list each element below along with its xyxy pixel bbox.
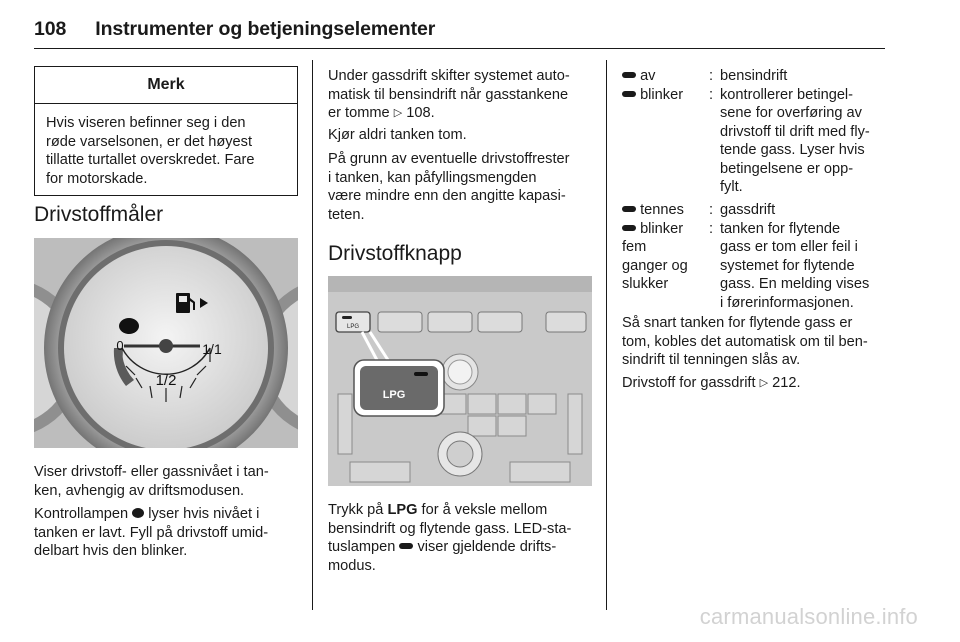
col2-paragraph-4 [328, 501, 592, 575]
column-divider-1 [312, 60, 313, 610]
fuel-warning-dot-icon [132, 508, 144, 518]
note-box [34, 66, 298, 196]
text-line [328, 538, 592, 557]
fuel-gauge-illustration [34, 238, 298, 448]
text-line: delbart hvis den blinker. [34, 543, 188, 559]
led-pill-icon [622, 72, 636, 78]
header-rule [34, 48, 885, 49]
led-pill-icon [622, 91, 636, 97]
text-line: tom, kobles det automatisk om til ben- [622, 333, 868, 350]
note-body [46, 114, 289, 188]
text-line [328, 501, 592, 520]
text-line: ganger og [622, 257, 688, 274]
led-status-term [622, 201, 710, 220]
page-reference-link[interactable]: 212. [772, 375, 801, 391]
note-line: for motorskade. [46, 170, 148, 187]
center-console-illustration [328, 276, 592, 486]
text-line: være mindre enn den angitte kapasi- [328, 188, 566, 204]
col2-paragraph-3 [328, 150, 592, 224]
text-line: i førerinformasjonen. [720, 294, 854, 311]
led-status-term [622, 220, 710, 294]
led-pill-icon [622, 225, 636, 231]
led-status-def [720, 86, 888, 197]
section-heading-fuel-gauge: Drivstoffmåler [34, 203, 164, 226]
text-line: På grunn av eventuelle drivstoffrester [328, 151, 570, 167]
text-line: systemet for flytende [720, 257, 855, 274]
text-line: teten. [328, 206, 365, 223]
led-pill-icon [399, 543, 413, 549]
separator: : [709, 202, 714, 218]
lpg-button-small-label: LPG [346, 324, 360, 330]
text-line [34, 505, 298, 524]
text-span: viser gjeldende drifts- [417, 539, 557, 555]
led-status-def [720, 201, 888, 220]
fuel-gauge-paragraph-1 [34, 463, 298, 500]
separator: : [709, 220, 714, 237]
text-line: fem [622, 239, 647, 255]
col3-paragraph-1 [622, 314, 888, 370]
text-span: for å veksle mellom [421, 502, 548, 518]
page-reference-link[interactable]: 108. [406, 105, 435, 121]
text-line: i tanken, kan påfyllingsmengden [328, 169, 537, 186]
text-span: tuslampen [328, 539, 396, 555]
text-line: modus. [328, 557, 376, 574]
text-span: Kontrollampen [34, 506, 129, 522]
page-header [34, 18, 435, 41]
text-span: blinker [640, 86, 684, 103]
text-span: Drivstoff for gassdrift [622, 375, 756, 391]
text-line: gass er tom eller feil i [720, 239, 858, 255]
separator: : [709, 68, 714, 84]
col3-paragraph-2 [622, 374, 888, 393]
gauge-label-full: 1/1 [202, 341, 222, 357]
led-status-def [720, 67, 888, 86]
watermark: carmanualsonline.info [699, 604, 918, 629]
text-span: er tomme [328, 105, 390, 121]
gauge-label-half: 1/2 [155, 372, 177, 389]
text-line: kontrollerer betingel- [720, 86, 854, 103]
col2-paragraph-1 [328, 67, 592, 123]
text-line: matisk til bensindrift når gasstankene [328, 86, 569, 103]
text-line: sene for overføring av [720, 105, 862, 121]
text-line: ken, avhengig av driftsmodusen. [34, 482, 245, 499]
arrow-ref-icon: ▷ [759, 377, 769, 389]
led-status-term [622, 67, 710, 86]
text-line: tanken er lavt. Fyll på drivstoff umid- [34, 524, 269, 541]
text-line: drivstoff til drift med fly- [720, 123, 870, 140]
text-line: sindrift til tenningen slås av. [622, 352, 801, 368]
led-status-term [622, 86, 710, 105]
fuel-button-figure [328, 276, 592, 486]
fuel-warning-dot-icon [119, 318, 139, 334]
fuel-gauge-figure [34, 238, 298, 448]
text-line: fylt. [720, 179, 743, 195]
col2-paragraph-2: Kjør aldri tanken tom. [328, 127, 467, 143]
text-line [328, 104, 592, 123]
note-line: Hvis viseren befinner seg i den [46, 115, 246, 131]
led-pill-icon [622, 206, 636, 212]
fuel-gauge-paragraph-2 [34, 505, 298, 561]
gauge-label-empty: 0 [116, 338, 124, 353]
separator: : [709, 86, 714, 103]
text-line: bensindrift og flytende gass. LED-sta- [328, 520, 572, 537]
arrow-ref-icon: ▷ [393, 107, 403, 119]
text-span: tennes [640, 202, 684, 218]
lpg-keyword: LPG [387, 502, 418, 518]
column-divider-2 [606, 60, 607, 610]
note-title: Merk [35, 67, 297, 104]
text-span: av [640, 68, 656, 84]
lpg-button-large-label: LPG [382, 389, 406, 401]
text-line: tanken for flytende [720, 220, 841, 237]
text-line: Så snart tanken for flytende gass er [622, 315, 853, 331]
text-line: bensindrift [720, 68, 788, 84]
note-line: tillatte turtallet overskredet. Fare [46, 152, 255, 168]
text-line: betingelsene er opp- [720, 160, 854, 177]
text-span: blinker [640, 220, 684, 237]
text-line: Viser drivstoff- eller gassnivået i tan- [34, 464, 269, 480]
text-span: Trykk på [328, 502, 384, 518]
text-line: Under gassdrift skifter systemet auto- [328, 68, 570, 84]
text-line: tende gass. Lyser hvis [720, 142, 865, 158]
led-status-def [720, 220, 888, 313]
text-line: gass. En melding vises [720, 276, 870, 292]
note-line: røde varselsonen, er det høyest [46, 133, 253, 150]
page-title: Instrumenter og betjeningselementer [95, 18, 436, 40]
text-line: slukker [622, 276, 669, 292]
page-number: 108 [34, 18, 67, 40]
section-heading-fuel-button: Drivstoffknapp [328, 242, 462, 265]
text-line: gassdrift [720, 202, 776, 218]
text-span: lyser hvis nivået i [148, 506, 260, 522]
